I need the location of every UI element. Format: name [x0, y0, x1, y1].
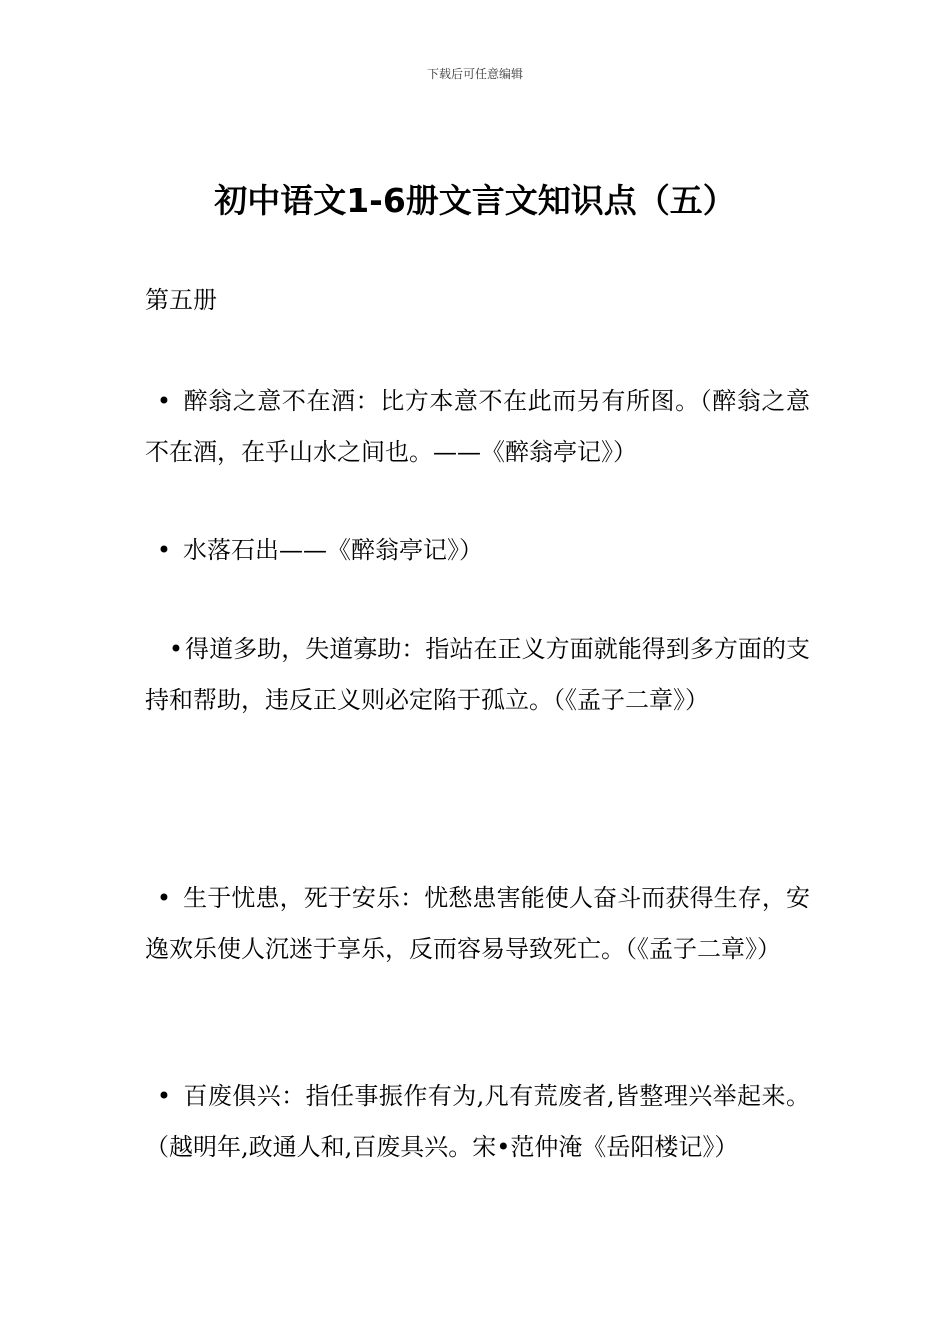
bullet-icon: •: [156, 1082, 172, 1110]
entry-zuiweng: [145, 376, 810, 478]
entry-baifei: [145, 1071, 810, 1173]
page-header-note: 下载后可任意编辑: [426, 67, 523, 81]
entry-shuiluo: [145, 525, 810, 576]
bullet-icon: •: [156, 536, 172, 564]
entry-text: 得道多助，失道寡助：指站在正义方面就能得到多方面的支持和帮助，违反正义则必定陷于孤立。（《孟子二章》）: [145, 635, 810, 714]
bullet-icon: •: [168, 635, 183, 663]
entry-text: 水落石出——《醉翁亭记》）: [183, 536, 483, 564]
bullet-icon: •: [156, 387, 172, 415]
entry-text: 醉翁之意不在酒：比方本意不在此而另有所图。（醉翁之意不在酒，在乎山水之间也。——《醉翁亭记》）: [145, 387, 810, 466]
entry-text: 生于忧患，死于安乐：忧愁患害能使人奋斗而获得生存，安逸欢乐使人沉迷于享乐，反而容易导致死亡。（《孟子二章》）: [145, 884, 810, 963]
entry-text: 百废俱兴：指任事振作有为,凡有荒废者,皆整理兴举起来。（越明年,政通人和,百废具兴。宋•范仲淹《岳阳楼记》）: [145, 1082, 810, 1161]
document-title: 初中语文1-6册文言文知识点（五）: [214, 181, 736, 220]
entry-youhuan: [145, 873, 810, 975]
entry-dedao: [145, 624, 810, 726]
volume-heading: 第五册: [145, 286, 217, 314]
bullet-icon: •: [156, 884, 172, 912]
